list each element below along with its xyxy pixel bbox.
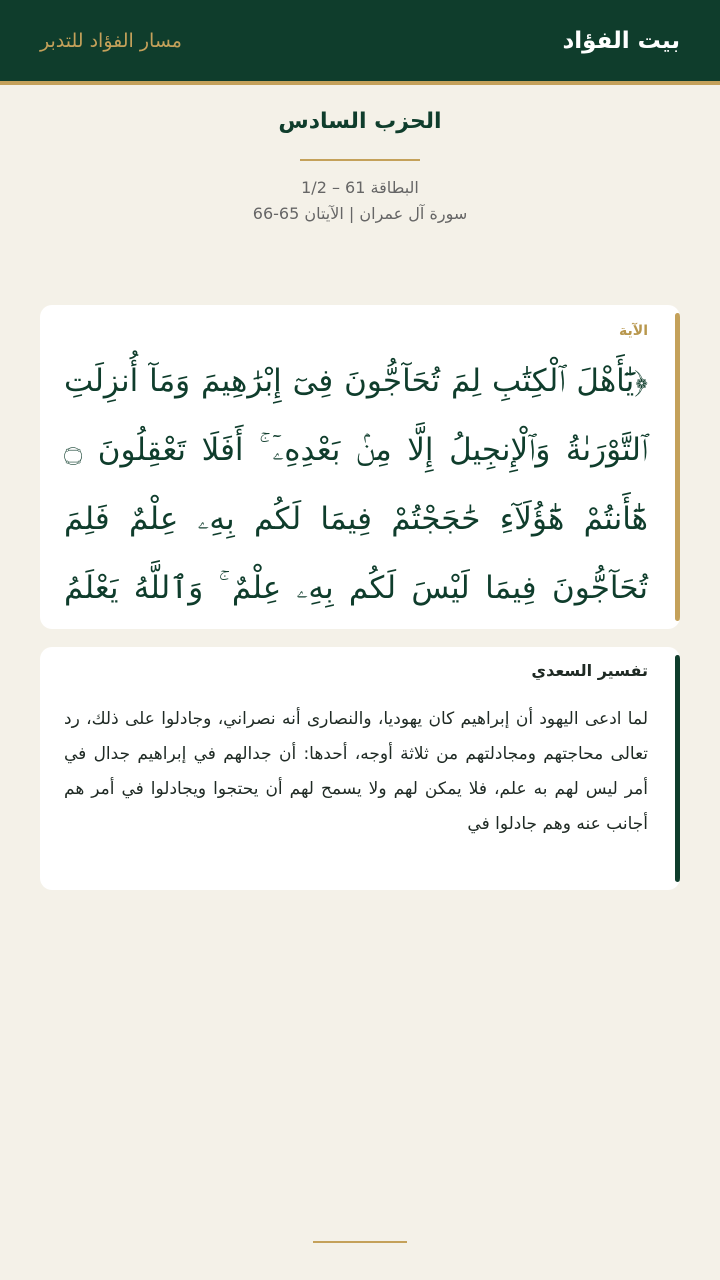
ayah-text: ﴿يَٰٓأَهْلَ ٱلْكِتَٰبِ لِمَ تُحَآجُّونَ فِىٓ إِبْرَٰهِيمَ وَمَآ أُنزِلَتِ ٱلتَّوْرَىٰةُ وَٱلْإِنجِيلُ إِلَّا مِنۢ بَعْدِهِۦٓ ۚ أَفَلَا تَعْقِلُونَ ۝ هَٰٓأَنتُمْ هَٰٓؤُلَآءِ حَٰجَجْتُمْ فِيمَا لَكُم بِهِۦ عِلْمٌ فَلِمَ تُحَآجُّونَ فِيمَا لَيْسَ لَكُم بِهِۦ عِلْمٌ ۚ وَٱللَّهُ يَعْلَمُ (64, 363, 648, 606)
card-number: البطاقة 61 – 1/2 (301, 178, 419, 197)
bottom-indicator (313, 1241, 407, 1243)
ayah-card-accent-bar (675, 313, 680, 621)
hizb-title: الحزب السادس (278, 109, 442, 134)
tafsir-text: لما ادعى اليهود أن إبراهيم كان يهوديا، والنصارى أنه نصراني، وجادلوا على ذلك، رد تعالى محاجتهم ومجادلتهم من ثلاثة أوجه، أحدها: أن جدالهم في إبراهيم جدال في أمر ليس لهم به علم، فلا يمكن لهم ولا يسمح لهم أن يحتجوا ويجادلوا في أمر هم أجانب عنه وهم جادلوا في (64, 709, 648, 834)
ayah-label: الآية (619, 323, 648, 339)
tafsir-card[interactable] (40, 647, 680, 890)
tafsir-label: تفسير السعدي (531, 661, 648, 680)
ayah-card[interactable] (40, 305, 680, 629)
surah-info: سورة آل عمران | الآيتان 65-66 (252, 204, 468, 223)
section-heading (0, 85, 720, 227)
tafsir-card-accent-bar (675, 655, 680, 882)
app-header (0, 0, 720, 85)
app-title[interactable]: بيت الفؤاد (562, 27, 680, 54)
app-subtitle[interactable]: مسار الفؤاد للتدبر (40, 29, 182, 52)
title-divider (300, 159, 420, 161)
